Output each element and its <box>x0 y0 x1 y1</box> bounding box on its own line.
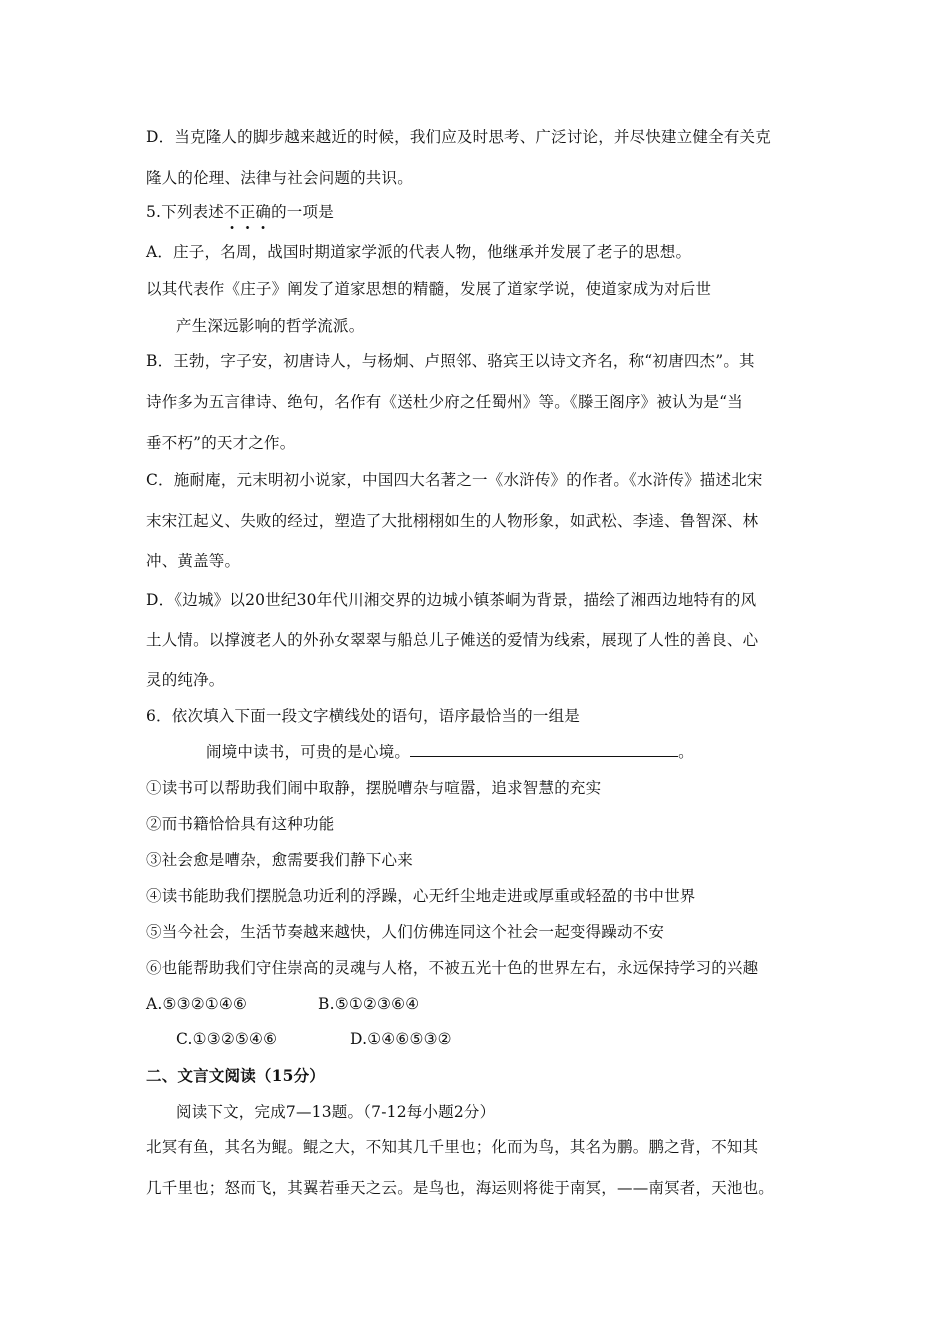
q6-sentence-6: ⑥也能帮助我们守住崇高的灵魂与人格，不被五光十色的世界左右，永远保持学习的兴趣 <box>146 959 759 977</box>
q5-option-a-line2: 以其代表作《庄子》阐发了道家思想的精髓，发展了道家学说，使道家成为对后世 <box>146 280 712 298</box>
q6-choice-b[interactable]: B.⑤①②③⑥④ <box>318 995 420 1013</box>
q6-sentence-4: ④读书能助我们摆脱急功近利的浮躁，心无纤尘地走进或厚重或轻盈的书中世界 <box>146 887 696 905</box>
question-5-stem <box>146 202 334 222</box>
q5-option-b-line3: 垂不朽”的天才之作。 <box>146 434 296 452</box>
q6-sentence-1: ①读书可以帮助我们闹中取静，摆脱嘈杂与喧嚣，追求智慧的充实 <box>146 779 602 797</box>
section-heading: 二、文言文阅读（15分） <box>146 1066 325 1085</box>
question-6-stem: 6．依次填入下面一段文字横线处的语句，语序最恰当的一组是 <box>146 707 580 725</box>
passage-end: 。 <box>678 743 694 761</box>
q5-option-c-line2: 末宋江起义、失败的经过，塑造了大批栩栩如生的人物形象，如武松、李逵、鲁智深、林 <box>146 512 759 530</box>
q6-choice-c[interactable]: C.①③②⑤④⑥ <box>176 1030 278 1048</box>
section-instructions: 阅读下文，完成7—13题。（7-12每小题2分） <box>176 1103 496 1121</box>
passage-text: 闹境中读书，可贵的是心境。 <box>206 743 411 761</box>
q6-choice-a[interactable]: A.⑤③②①④⑥ <box>146 995 248 1013</box>
q5-option-d-line3: 灵的纯净。 <box>146 671 225 689</box>
q6-choice-d[interactable]: D.①④⑥⑤③② <box>350 1030 452 1048</box>
q5-option-b-line2: 诗作多为五言律诗、绝句，名作有《送杜少府之任蜀州》等。《滕王阁序》被认为是“当 <box>146 393 743 411</box>
question-5-emphasis: 不正确 <box>224 203 272 221</box>
q4-option-d-line2: 隆人的伦理、法律与社会问题的共识。 <box>146 169 413 187</box>
q5-option-a-line3: 产生深远影响的哲学流派。 <box>176 317 365 335</box>
q5-option-d-line2: 土人情。以撑渡老人的外孙女翠翠与船总儿子傩送的爱情为线索，展现了人性的善良、心 <box>146 631 759 649</box>
q6-sentence-3: ③社会愈是嘈杂，愈需要我们静下心来 <box>146 851 413 869</box>
q5-option-b-line1: B．王勃，字子安，初唐诗人，与杨炯、卢照邻、骆宾王以诗文齐名，称“初唐四杰”。其 <box>146 352 755 370</box>
classical-passage-line2: 几千里也；怒而飞，其翼若垂天之云。是鸟也，海运则将徙于南冥，——南冥者，天池也。 <box>146 1179 775 1197</box>
q5-option-a-line1: A．庄子，名周，战国时期道家学派的代表人物，他继承并发展了老子的思想。 <box>146 243 692 261</box>
q4-option-d-line1: D．当克隆人的脚步越来越近的时候，我们应及时思考、广泛讨论，并尽快建立健全有关克 <box>146 128 771 146</box>
question-6-passage <box>206 742 694 762</box>
q6-sentence-2: ②而书籍恰恰具有这种功能 <box>146 815 335 833</box>
q5-option-d-line1: D．《边城》以20世纪30年代川湘交界的边城小镇茶峒为背景，描绘了湘西边地特有的风 <box>146 591 757 609</box>
question-5-suffix: 的一项是 <box>271 203 334 221</box>
question-5-prefix: 5.下列表述 <box>146 203 224 221</box>
classical-passage-line1: 北冥有鱼，其名为鲲。鲲之大，不知其几千里也；化而为鸟，其名为鹏。鹏之背，不知其 <box>146 1138 759 1156</box>
q5-option-c-line1: C．施耐庵，元末明初小说家，中国四大名著之一《水浒传》的作者。《水浒传》描述北宋 <box>146 471 763 489</box>
q6-sentence-5: ⑤当今社会，生活节奏越来越快，人们仿佛连同这个社会一起变得躁动不安 <box>146 923 665 941</box>
fill-in-blank[interactable] <box>410 742 678 757</box>
q5-option-c-line3: 冲、黄盖等。 <box>146 552 241 570</box>
